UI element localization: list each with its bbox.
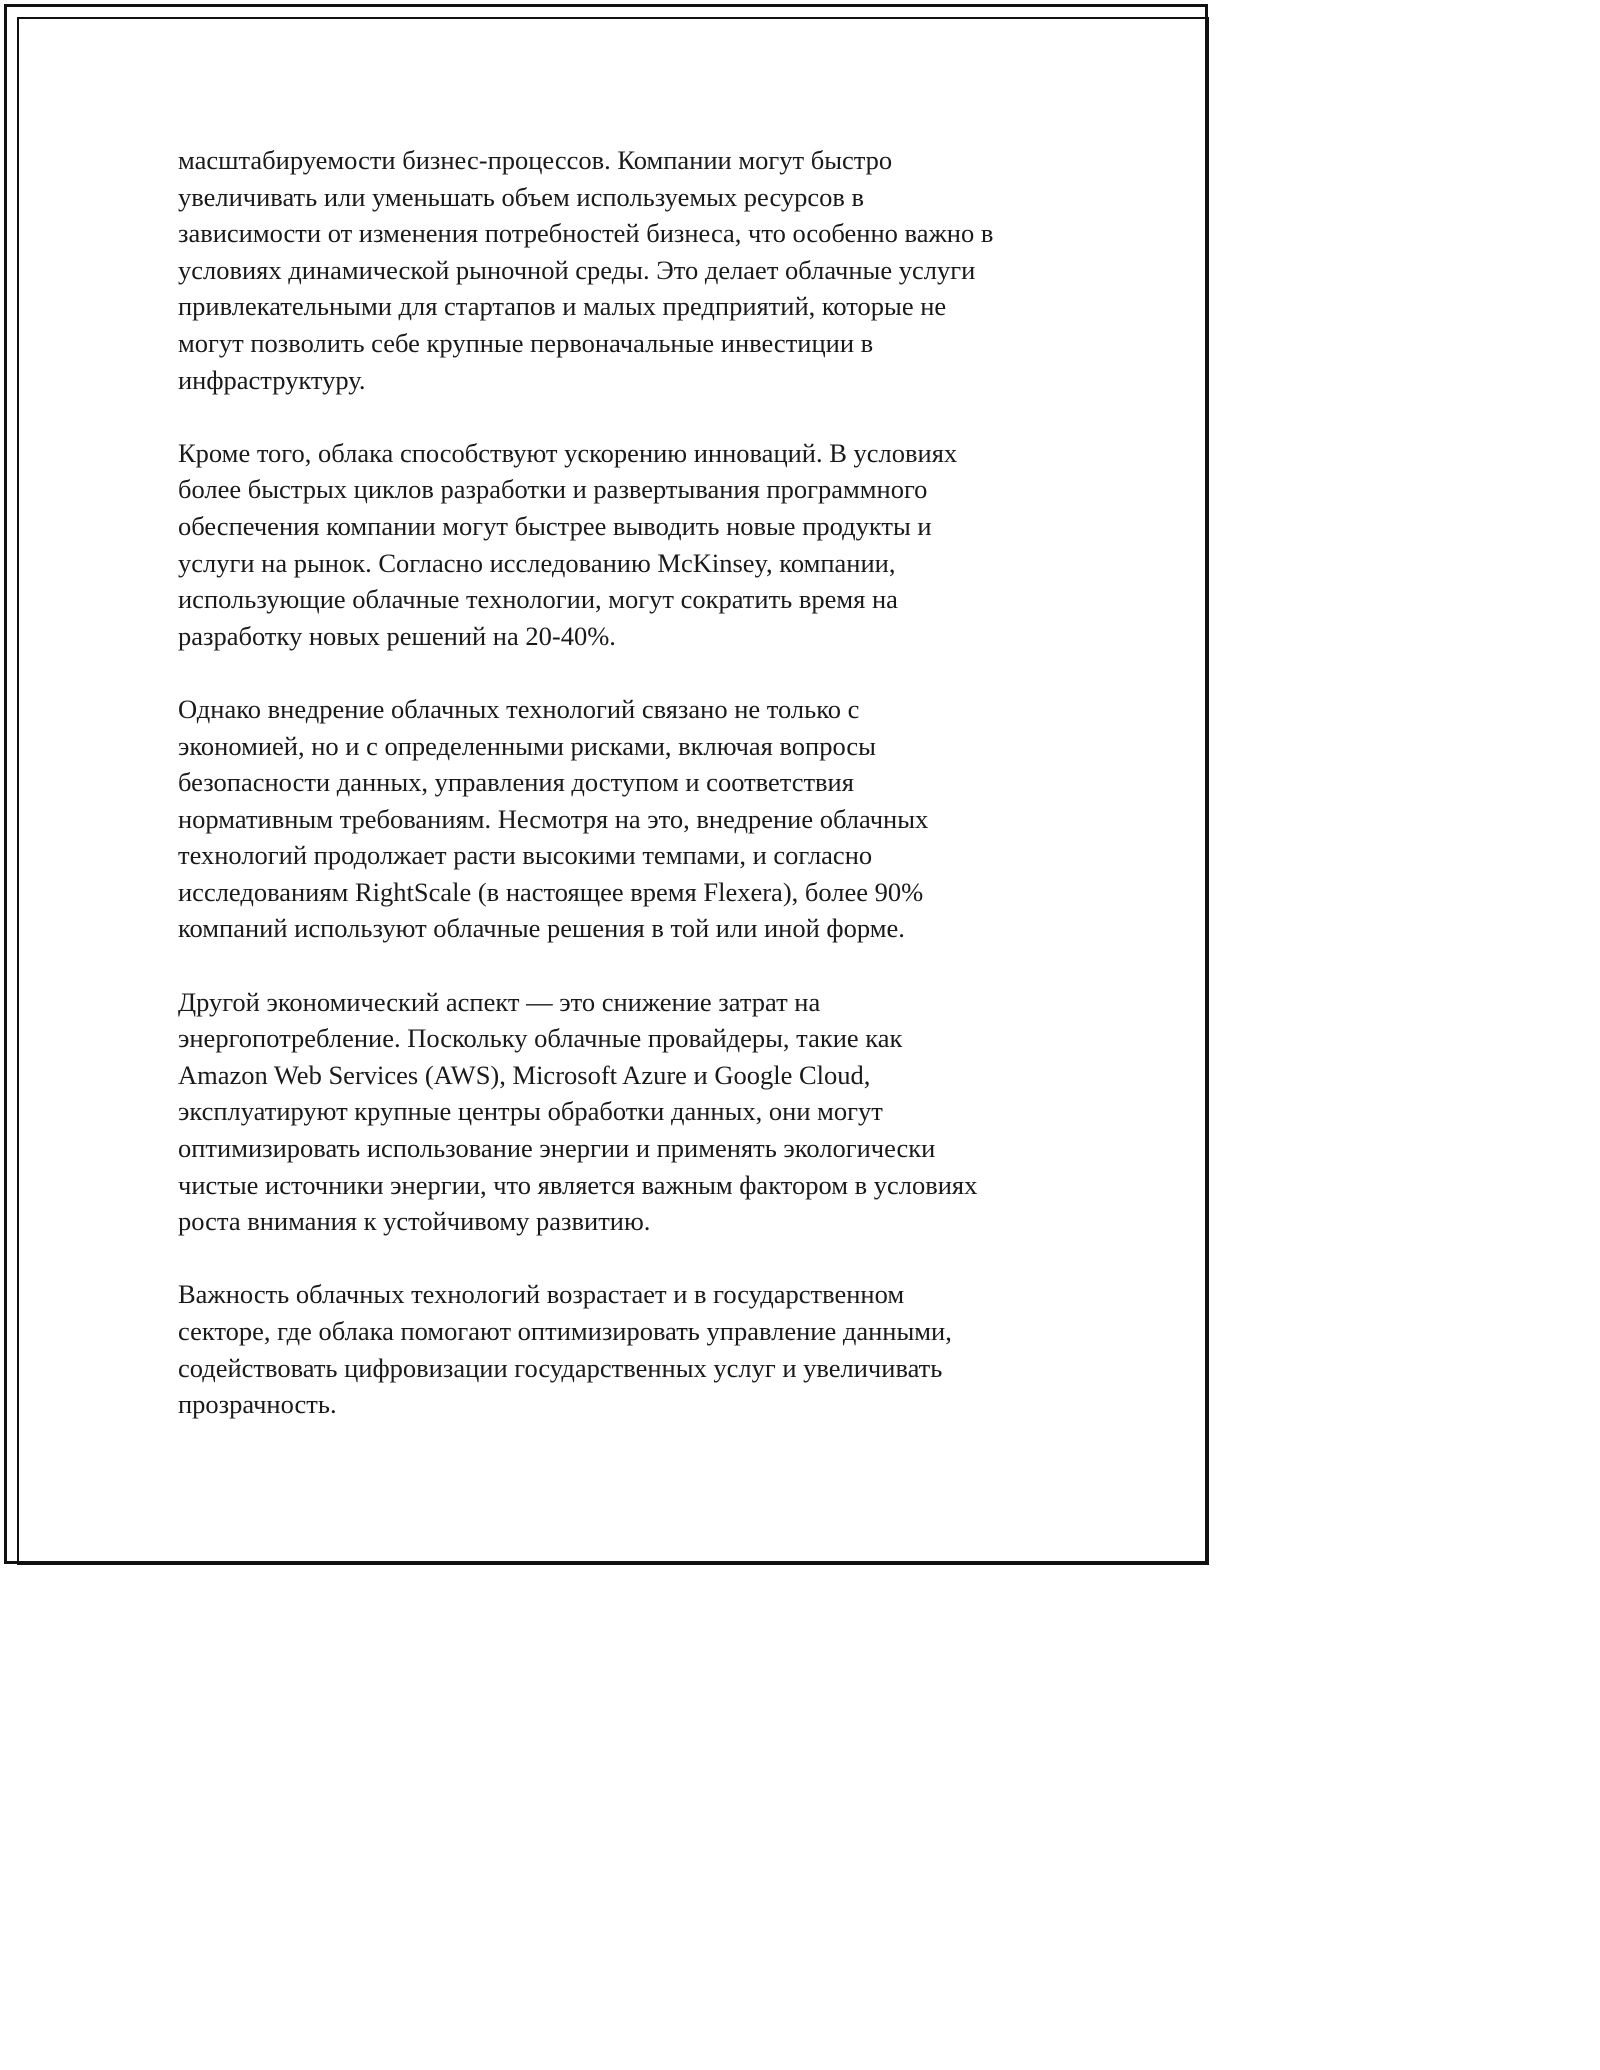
paragraph-innovation (178, 435, 1078, 655)
text-line: инфраструктуру. (178, 364, 366, 395)
text-line: привлекательными для стартапов и малых предприятий, которые не (178, 291, 947, 322)
text-line: Однако внедрение облачных технологий связано не только с (178, 693, 860, 724)
text-line: секторе, где облака помогают оптимизировать управление данными, (178, 1316, 952, 1346)
text-line: более быстрых циклов разработки и развертывания программного (178, 474, 928, 505)
text-line: увеличивать или уменьшать объем используемых ресурсов в (178, 181, 865, 212)
text-line: исследованиям RightScale (в настоящее время Flexera), более 90% (178, 876, 924, 907)
paragraph-risks (178, 691, 1078, 947)
text-line: Кроме того, облака способствуют ускорению инноваций. В условиях (178, 437, 958, 468)
text-line: чистые источники энергии, что является важным фактором в условиях (178, 1169, 978, 1200)
text-line: Amazon Web Services (AWS), Microsoft Azure и Google Cloud, (178, 1059, 871, 1090)
text-line: содействовать цифровизации государственных услуг и увеличивать (178, 1352, 943, 1383)
paragraph-spacer (178, 1240, 1078, 1277)
text-line: компаний используют облачные решения в той или иной форме. (178, 913, 905, 944)
paragraph-public-sector (178, 1276, 1078, 1422)
text-line: экономией, но и с определенными рисками, включая вопросы (178, 730, 876, 761)
text-line: энергопотребление. Поскольку облачные провайдеры, такие как (178, 1023, 903, 1054)
text-line: использующие облачные технологии, могут сократить время на (178, 584, 898, 615)
text-line: прозрачность. (178, 1389, 337, 1420)
paragraph-energy (178, 984, 1078, 1240)
text-line: оптимизировать использование энергии и применять экологически (178, 1133, 936, 1164)
document-body (178, 142, 1078, 1423)
text-line: роста внимания к устойчивому развитию. (178, 1206, 651, 1237)
text-line: могут позволить себе крупные первоначальные инвестиции в (178, 327, 874, 358)
text-line: услуги на рынок. Согласно исследованию McKinsey, компании, (178, 547, 896, 578)
text-line: масштабируемости бизнес-процессов. Компании могут быстро (178, 145, 893, 175)
paragraph-spacer (178, 398, 1078, 435)
text-line: Важность облачных технологий возрастает и в государственном (178, 1279, 905, 1310)
text-line: разработку новых решений на 20-40%. (178, 620, 616, 651)
paragraph-scalability (178, 142, 1078, 398)
text-line: обеспечения компании могут быстрее выводить новые продукты и (178, 510, 932, 541)
text-line: безопасности данных, управления доступом и соответствия (178, 767, 854, 798)
text-line: нормативным требованиям. Несмотря на это, внедрение облачных (178, 803, 929, 834)
paragraph-spacer (178, 947, 1078, 984)
text-line: зависимости от изменения потребностей бизнеса, что особенно важно в (178, 218, 994, 249)
text-line: эксплуатируют крупные центры обработки данных, они могут (178, 1096, 883, 1127)
text-line: Другой экономический аспект — это снижение затрат на (178, 986, 821, 1017)
text-line: технологий продолжает расти высокими темпами, и согласно (178, 840, 873, 871)
text-line: условиях динамической рыночной среды. Это делает облачные услуги (178, 254, 976, 285)
paragraph-spacer (178, 654, 1078, 691)
